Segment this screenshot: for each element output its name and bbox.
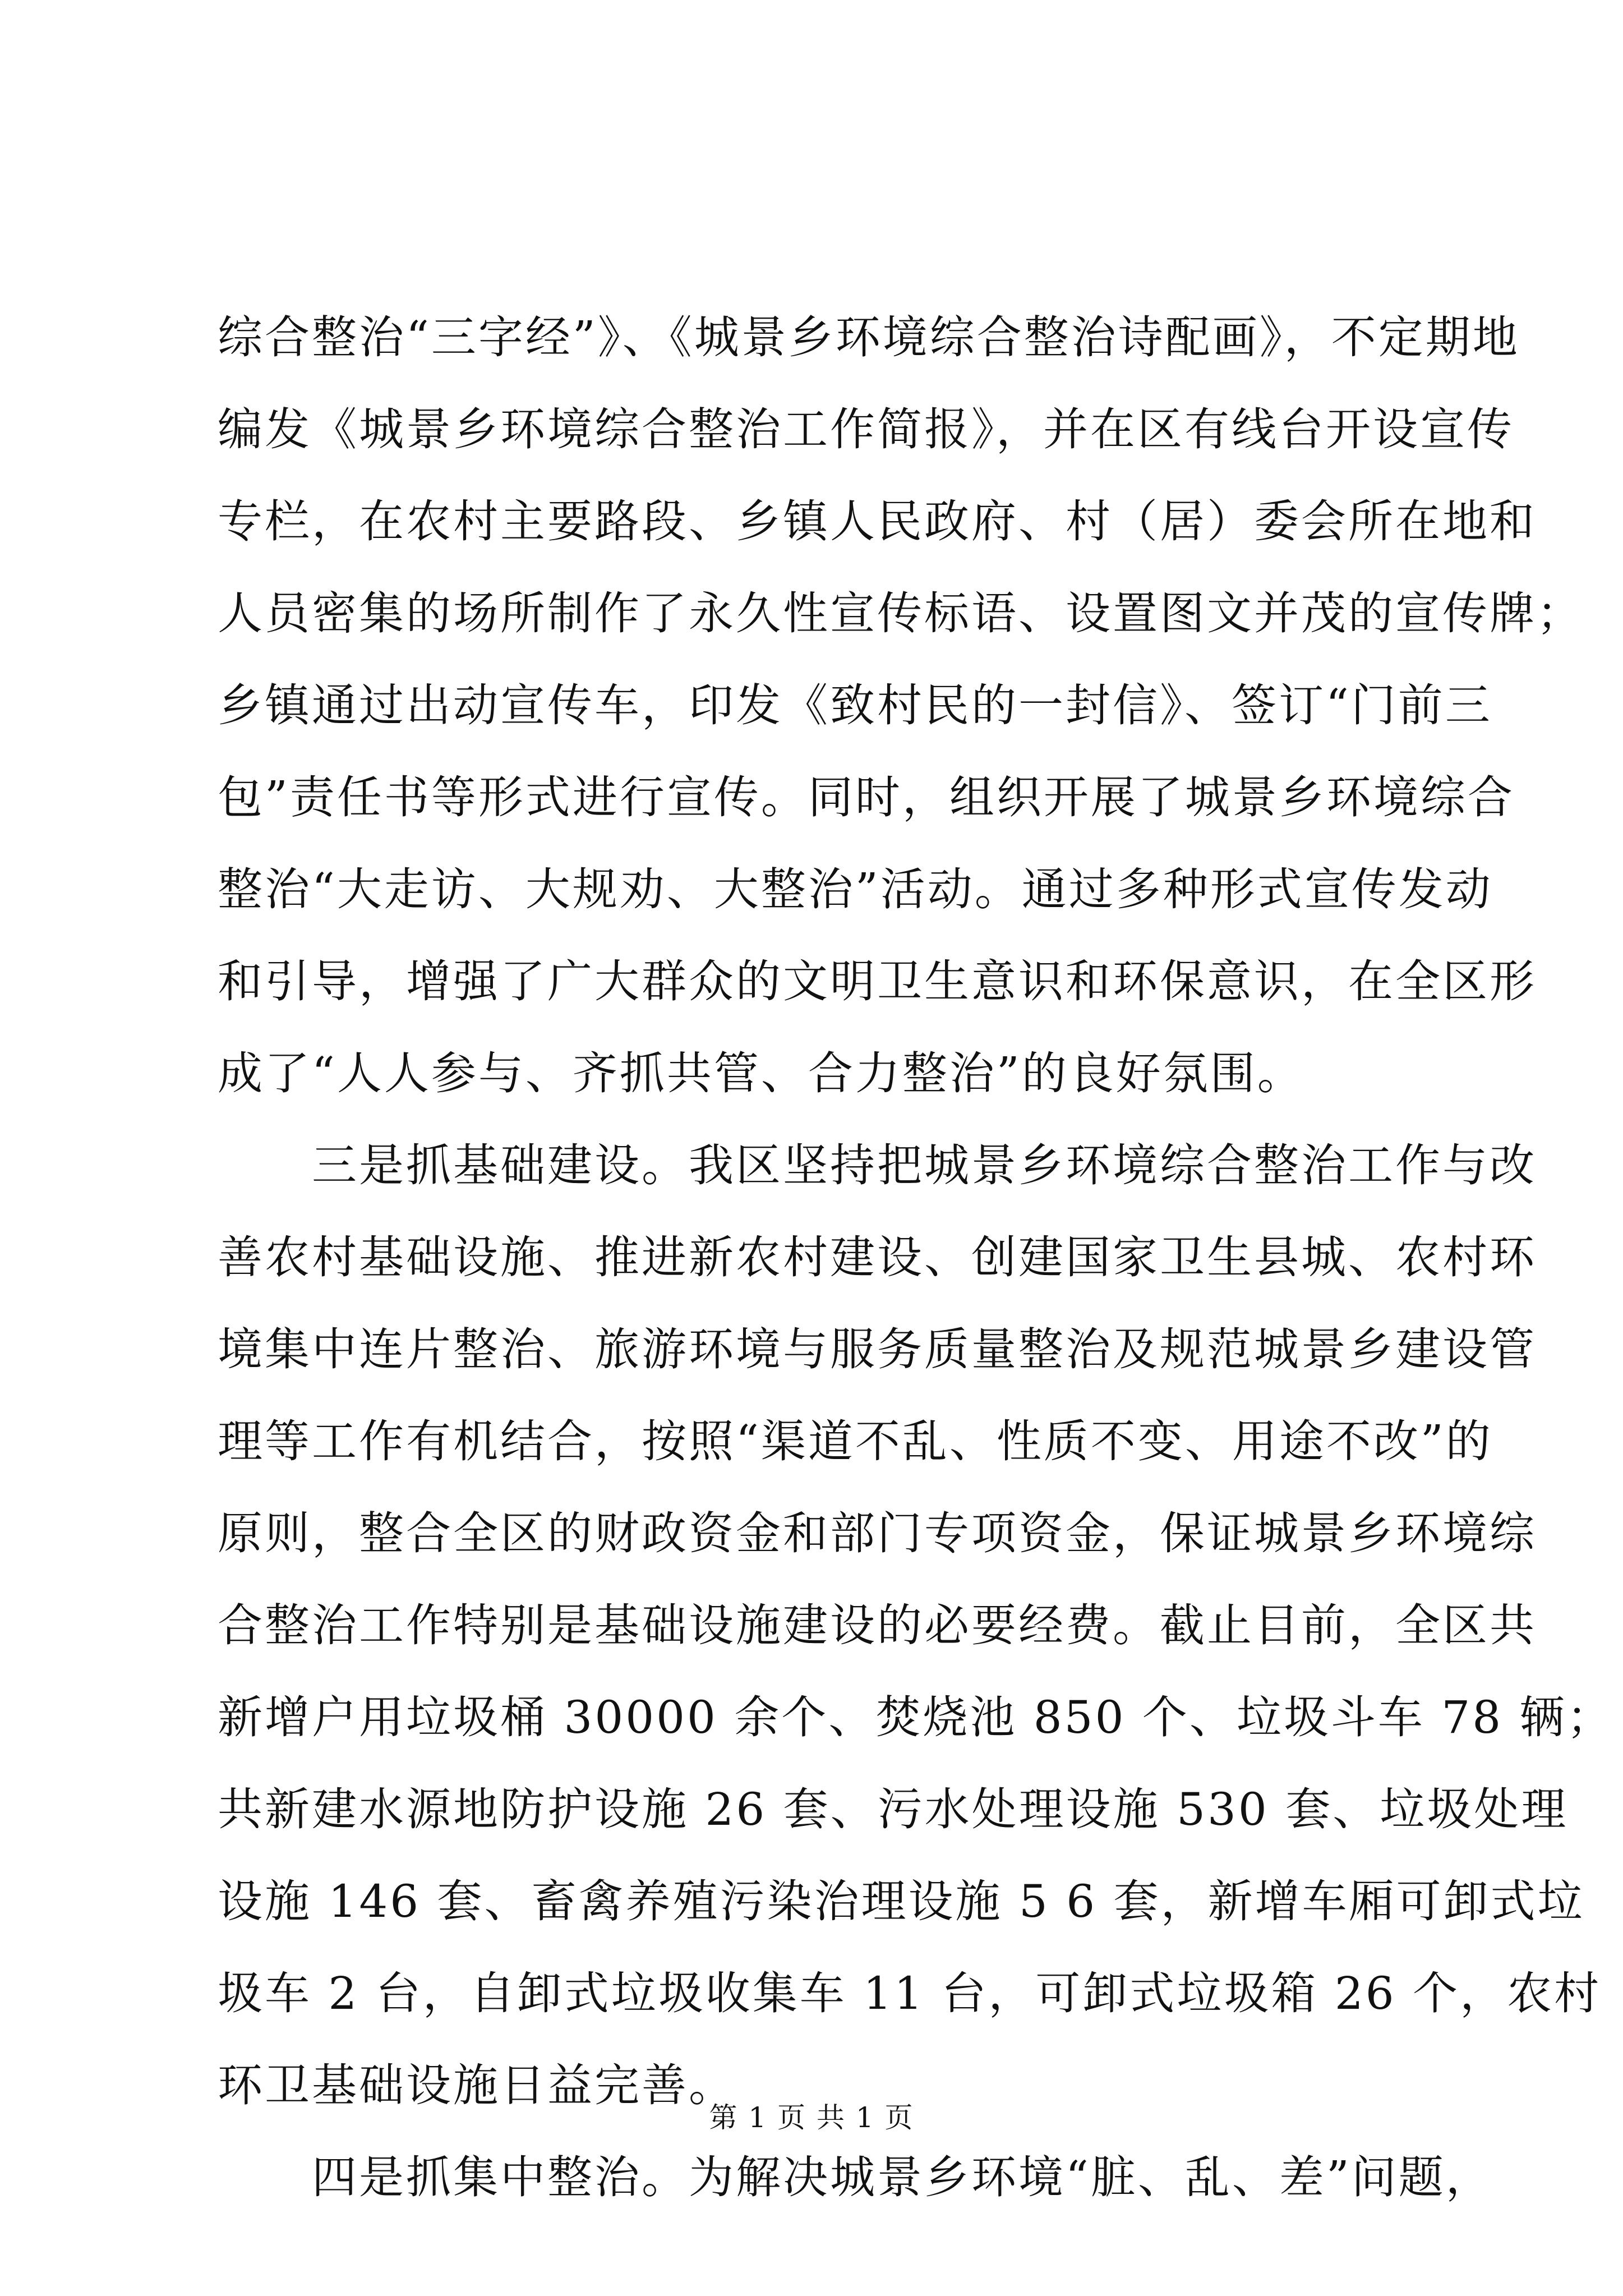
text-line: 原则，整合全区的财政资金和部门专项资金，保证城景乡环境综 — [218, 1507, 1537, 1559]
document-body — [218, 292, 1614, 2224]
text-line: 人员密集的场所制作了永久性宣传标语、设置图文并茂的宣传牌； — [218, 587, 1584, 639]
text-line: 境集中连片整治、旅游环境与服务质量整治及规范城景乡建设管 — [218, 1323, 1537, 1375]
text-line: 合整治工作特别是基础设施建设的必要经费。截止目前，全区共 — [218, 1599, 1537, 1651]
text-line: 综合整治“三字经”》、《城景乡环境综合整治诗配画》，不定期地 — [218, 311, 1520, 364]
text-line: 圾车 2 台，自卸式垃圾收集车 11 台，可卸式垃圾箱 26 个，农村 — [218, 1967, 1602, 2019]
page-number-footer: 第 1 页 共 1 页 — [709, 2101, 914, 2134]
text-line: 和引导，增强了广大群众的文明卫生意识和环保意识，在全区形 — [218, 955, 1537, 1007]
text-line: 环卫基础设施日益完善。 — [218, 2059, 736, 2111]
paragraph-start-line: 四是抓集中整治。为解决城景乡环境“脏、乱、差”问题， — [312, 2151, 1493, 2203]
text-line: 整治“大走访、大规劝、大整治”活动。通过多种形式宣传发动 — [218, 863, 1493, 915]
text-line: 乡镇通过出动宣传车，印发《致村民的一封信》、签订“门前三 — [218, 679, 1492, 731]
text-line: 成了“人人参与、齐抓共管、合力整治”的良好氛围。 — [218, 1047, 1304, 1099]
paragraph-start-line: 三是抓基础建设。我区坚持把城景乡环境综合整治工作与改 — [312, 1139, 1537, 1191]
text-line: 设施 146 套、畜禽养殖污染治理设施 5 6 套，新增车厢可卸式垃 — [218, 1875, 1585, 1927]
text-line: 善农村基础设施、推进新农村建设、创建国家卫生县城、农村环 — [218, 1231, 1537, 1283]
text-line: 包”责任书等形式进行宣传。同时，组织开展了城景乡环境综合 — [218, 771, 1515, 823]
text-line: 理等工作有机结合，按照“渠道不乱、性质不变、用途不改”的 — [218, 1415, 1493, 1467]
text-line: 专栏，在农村主要路段、乡镇人民政府、村（居）委会所在地和 — [218, 495, 1537, 547]
text-line: 共新建水源地防护设施 26 套、污水处理设施 530 套、垃圾处理 — [218, 1783, 1569, 1835]
text-line: 编发《城景乡环境综合整治工作简报》，并在区有线台开设宣传 — [218, 403, 1514, 455]
text-line: 新增户用垃圾桶 30000 余个、焚烧池 850 个、垃圾斗车 78 辆； — [218, 1691, 1614, 1743]
